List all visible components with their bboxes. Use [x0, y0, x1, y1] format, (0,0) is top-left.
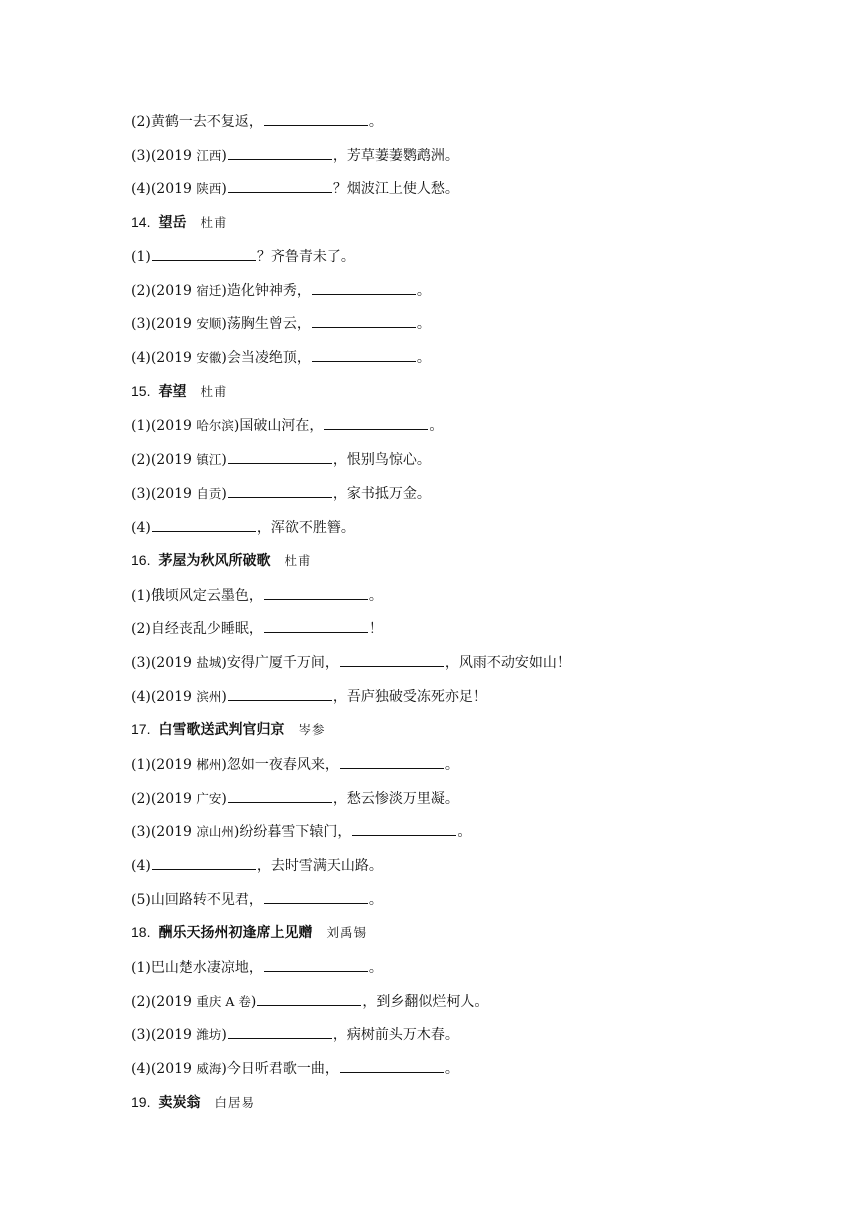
poem-author: 岑参: [298, 722, 326, 737]
section-heading-17: 17. 白雪歌送武判官归京 岑参: [131, 721, 326, 738]
answer-blank[interactable]: [352, 821, 456, 836]
q13-line-3: (3)(2019 江西) ，芳草萋萋鹦鹉洲。: [131, 145, 459, 166]
q14-line-2: (2)(2019 宿迁)造化钟神秀， 。: [131, 280, 431, 301]
source-label: 广安: [196, 791, 222, 806]
answer-blank[interactable]: [264, 111, 368, 126]
section-heading-14: 14. 望岳 杜甫: [131, 214, 228, 231]
section-heading-15: 15. 春望 杜甫: [131, 383, 228, 400]
q17-line-5: (5)山回路转不见君， 。: [131, 889, 383, 910]
source-label: 宿迁: [196, 283, 222, 298]
source-label: 滨州: [196, 689, 222, 704]
source-label: 安顺: [196, 316, 222, 331]
poem-title: 卖炭翁: [158, 1095, 201, 1111]
source-label: 镇江: [196, 452, 222, 467]
source-label: 自贡: [196, 486, 222, 501]
section-heading-18: 18. 酬乐天扬州初逢席上见赠 刘禹锡: [131, 924, 367, 941]
source-label: 潍坊: [196, 1027, 222, 1042]
source-label: 安徽: [196, 350, 222, 365]
answer-blank[interactable]: [228, 1024, 332, 1039]
q17-line-2: (2)(2019 广安) ，愁云惨淡万里凝。: [131, 788, 459, 809]
answer-blank[interactable]: [264, 889, 368, 904]
answer-blank[interactable]: [340, 1058, 444, 1073]
answer-blank[interactable]: [264, 957, 368, 972]
q15-line-2: (2)(2019 镇江) ，恨别鸟惊心。: [131, 449, 431, 470]
answer-blank[interactable]: [340, 754, 444, 769]
answer-blank[interactable]: [312, 347, 416, 362]
poem-title: 白雪歌送武判官归京: [158, 722, 285, 738]
source-label: 威海: [196, 1061, 222, 1076]
answer-blank[interactable]: [152, 517, 256, 532]
poem-title: 春望: [158, 384, 187, 400]
answer-blank[interactable]: [257, 991, 361, 1006]
answer-blank[interactable]: [228, 483, 332, 498]
poem-author: 杜甫: [200, 215, 228, 230]
source-label: 哈尔滨: [196, 418, 234, 433]
answer-blank[interactable]: [228, 145, 332, 160]
q15-line-3: (3)(2019 自贡) ，家书抵万金。: [131, 483, 431, 504]
q16-line-3: (3)(2019 盐城)安得广厦千万间， ，风雨不动安如山！: [131, 652, 571, 673]
answer-blank[interactable]: [228, 178, 332, 193]
poem-title: 茅屋为秋风所破歌: [158, 553, 271, 569]
answer-blank[interactable]: [228, 788, 332, 803]
poem-author: 白居易: [214, 1095, 255, 1110]
q14-line-4: (4)(2019 安徽)会当凌绝顶， 。: [131, 347, 431, 368]
source-label: 重庆 A 卷: [196, 994, 251, 1009]
q13-line-2: (2)黄鹤一去不复返， 。: [131, 111, 383, 132]
q17-line-1: (1)(2019 郴州)忽如一夜春风来， 。: [131, 754, 459, 775]
poem-author: 杜甫: [284, 553, 312, 568]
q15-line-4: (4) ，浑欲不胜簪。: [131, 517, 355, 538]
answer-blank[interactable]: [312, 280, 416, 295]
answer-blank[interactable]: [152, 855, 256, 870]
source-label: 郴州: [196, 757, 222, 772]
q18-line-4: (4)(2019 威海)今日听君歌一曲， 。: [131, 1058, 459, 1079]
answer-blank[interactable]: [264, 585, 368, 600]
answer-blank[interactable]: [340, 652, 444, 667]
q14-line-1: (1) ？齐鲁青未了。: [131, 246, 355, 267]
q18-line-2: (2)(2019 重庆 A 卷) ，到乡翻似烂柯人。: [131, 991, 488, 1012]
section-heading-16: 16. 茅屋为秋风所破歌 杜甫: [131, 552, 312, 569]
poem-title: 望岳: [158, 215, 187, 231]
source-label: 盐城: [196, 655, 222, 670]
poem-title: 酬乐天扬州初逢席上见赠: [158, 925, 313, 941]
q13-line-4: (4)(2019 陕西) ？烟波江上使人愁。: [131, 178, 459, 199]
q18-line-1: (1)巴山楚水凄凉地， 。: [131, 957, 383, 978]
q17-line-4: (4) ，去时雪满天山路。: [131, 855, 383, 876]
q16-line-1: (1)俄顷风定云墨色， 。: [131, 585, 383, 606]
q15-line-1: (1)(2019 哈尔滨)国破山河在， 。: [131, 415, 443, 436]
poem-author: 杜甫: [200, 384, 228, 399]
answer-blank[interactable]: [324, 415, 428, 430]
answer-blank[interactable]: [152, 246, 256, 261]
answer-blank[interactable]: [228, 686, 332, 701]
answer-blank[interactable]: [228, 449, 332, 464]
q16-line-2: (2)自经丧乱少睡眠， ！: [131, 618, 383, 639]
source-label: 陕西: [196, 181, 222, 196]
source-label: 江西: [196, 148, 222, 163]
answer-blank[interactable]: [264, 618, 368, 633]
section-heading-19: 19. 卖炭翁 白居易: [131, 1094, 255, 1111]
q14-line-3: (3)(2019 安顺)荡胸生曾云， 。: [131, 313, 431, 334]
q18-line-3: (3)(2019 潍坊) ，病树前头万木春。: [131, 1024, 459, 1045]
answer-blank[interactable]: [312, 313, 416, 328]
source-label: 凉山州: [196, 824, 234, 839]
q16-line-4: (4)(2019 滨州) ，吾庐独破受冻死亦足！: [131, 686, 487, 707]
q17-line-3: (3)(2019 凉山州)纷纷暮雪下辕门， 。: [131, 821, 471, 842]
poem-author: 刘禹锡: [326, 925, 367, 940]
